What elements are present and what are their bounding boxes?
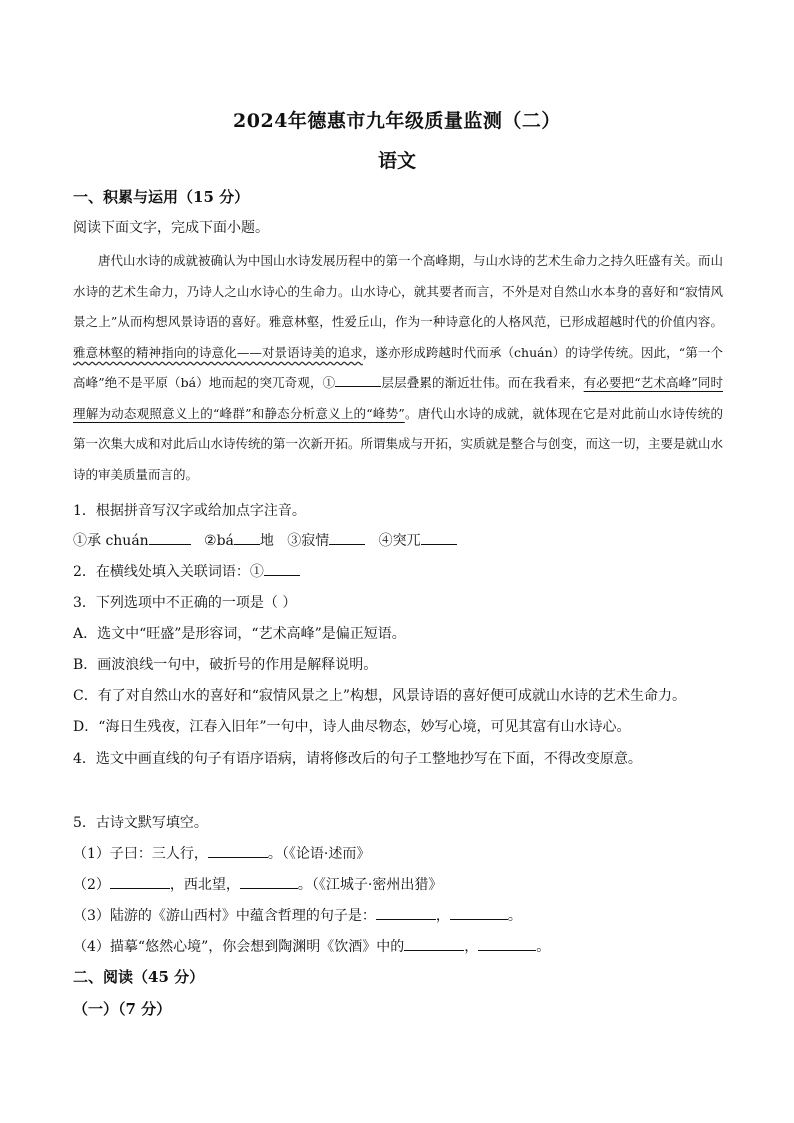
question-1: 1．根据拼音写汉字或给加点字注音。: [73, 503, 306, 519]
straight-underlined-sentence: 有必要把“艺术高峰”同时理解为动态观照意义上的“峰群”和静态分析意义上的“峰势”: [73, 375, 723, 421]
subject-title: 语文: [377, 150, 416, 172]
question-3-option-b: B．画波浪线一句中，破折号的作用是解释说明。: [73, 657, 378, 673]
question-5: 5．古诗文默写填空。: [73, 815, 208, 831]
question-5-1: （1）子曰：三人行， 。（《论语·述而》: [73, 846, 371, 862]
section2-heading: 二、阅读（45 分）: [73, 968, 205, 986]
passage-blank-1: [335, 374, 381, 387]
question-4: 4．选文中画直线的句子有语序语病，请将修改后的句子工整地抄写在下面，不得改变原意。: [73, 751, 642, 767]
passage-text-2: ，遂亦形成跨越时代而承（chuán）的诗学传统。因此，“第一个高峰”绝不是平原（bá）地而起的突兀奇观，①: [73, 344, 723, 390]
q1-item-1: ①承 chuán: [73, 533, 149, 549]
q1-blank-4: [421, 532, 457, 545]
question-5-3: （3）陆游的《游山西村》中蕴含哲理的句子是： ， 。: [73, 908, 522, 924]
q1-blank-1: [149, 532, 191, 545]
q5-3-blank-1: [376, 907, 436, 920]
reading-passage: [73, 246, 723, 490]
passage-text-1: 唐代山水诗的成就被确认为中国山水诗发展历程中的第一个高峰期，与山水诗的艺术生命力之持久旺盛有关。而山水诗的艺术生命力，乃诗人之山水诗心的生命力。山水诗心，就其要者而言，不外是对自然山水本身的喜好和“寂情风景之上”从而构想风景诗语的喜好。雅意林壑，性爱丘山，作为一种诗意化的人格风范，已形成超越时代的价值内容。: [73, 253, 724, 329]
q1-item-4: ④突兀: [378, 533, 421, 549]
question-5-2: （2） ，西北望， 。（《江城子·密州出猎》: [73, 877, 443, 893]
q1-blank-3: [329, 532, 365, 545]
question-3-option-c: C．有了对自然山水的喜好和“寂情风景之上”构想，风景诗语的喜好便可成就山水诗的艺术生命力。: [73, 688, 687, 704]
question-2: 2．在横线处填入关联词语：①: [73, 561, 300, 581]
q5-4-blank-1: [404, 938, 464, 951]
question-3-option-a: A．选文中“旺盛”是形容词，“艺术高峰”是偏正短语。: [73, 626, 406, 642]
q5-2-blank-1: [110, 876, 170, 889]
section1-instruction: 阅读下面文字，完成下面小题。: [73, 220, 269, 236]
question-3: 3．下列选项中不正确的一项是（ ）: [73, 595, 297, 611]
section2-subheading: （一）（7 分）: [73, 1000, 172, 1018]
wavy-underlined-sentence: 雅意林壑的精神指向的诗意化——对景语诗美的追求: [73, 344, 363, 360]
q1-item-2: ②bá: [204, 533, 234, 549]
question-3-option-d: D．“海日生残夜，江春入旧年”一句中，诗人曲尽物态，妙写心境，可见其富有山水诗心。: [73, 719, 631, 735]
q5-3-blank-2: [450, 907, 508, 920]
page-title: 2024年德惠市九年级质量监测（二）: [233, 110, 561, 132]
q2-blank: [264, 563, 300, 576]
passage-text-3: 层层叠累的渐近壮伟。而在我看来，: [381, 375, 584, 390]
q5-1-blank: [208, 845, 268, 858]
passage-text-4: 。唐代山水诗的成就，就体现在它是对此前山水诗传统的第一次集大成和对此后山水诗传统的第一次新开拓。所谓集成与开拓，实质就是整合与创变，而这一切，主要是就山水诗的审美质量而言的。: [73, 405, 724, 482]
section1-heading: 一、积累与运用（15 分）: [73, 188, 250, 206]
q5-2-blank-2: [240, 876, 298, 889]
q1-item-3: ③寂情: [287, 533, 330, 549]
question-1-items: [73, 530, 457, 550]
q1-blank-2: [234, 532, 260, 545]
question-5-4: （4）描摹“悠然心境”，你会想到陶渊明《饮酒》中的 ， 。: [73, 939, 551, 955]
q1-item-2-suffix: 地: [259, 533, 274, 549]
q5-4-blank-2: [478, 938, 536, 951]
